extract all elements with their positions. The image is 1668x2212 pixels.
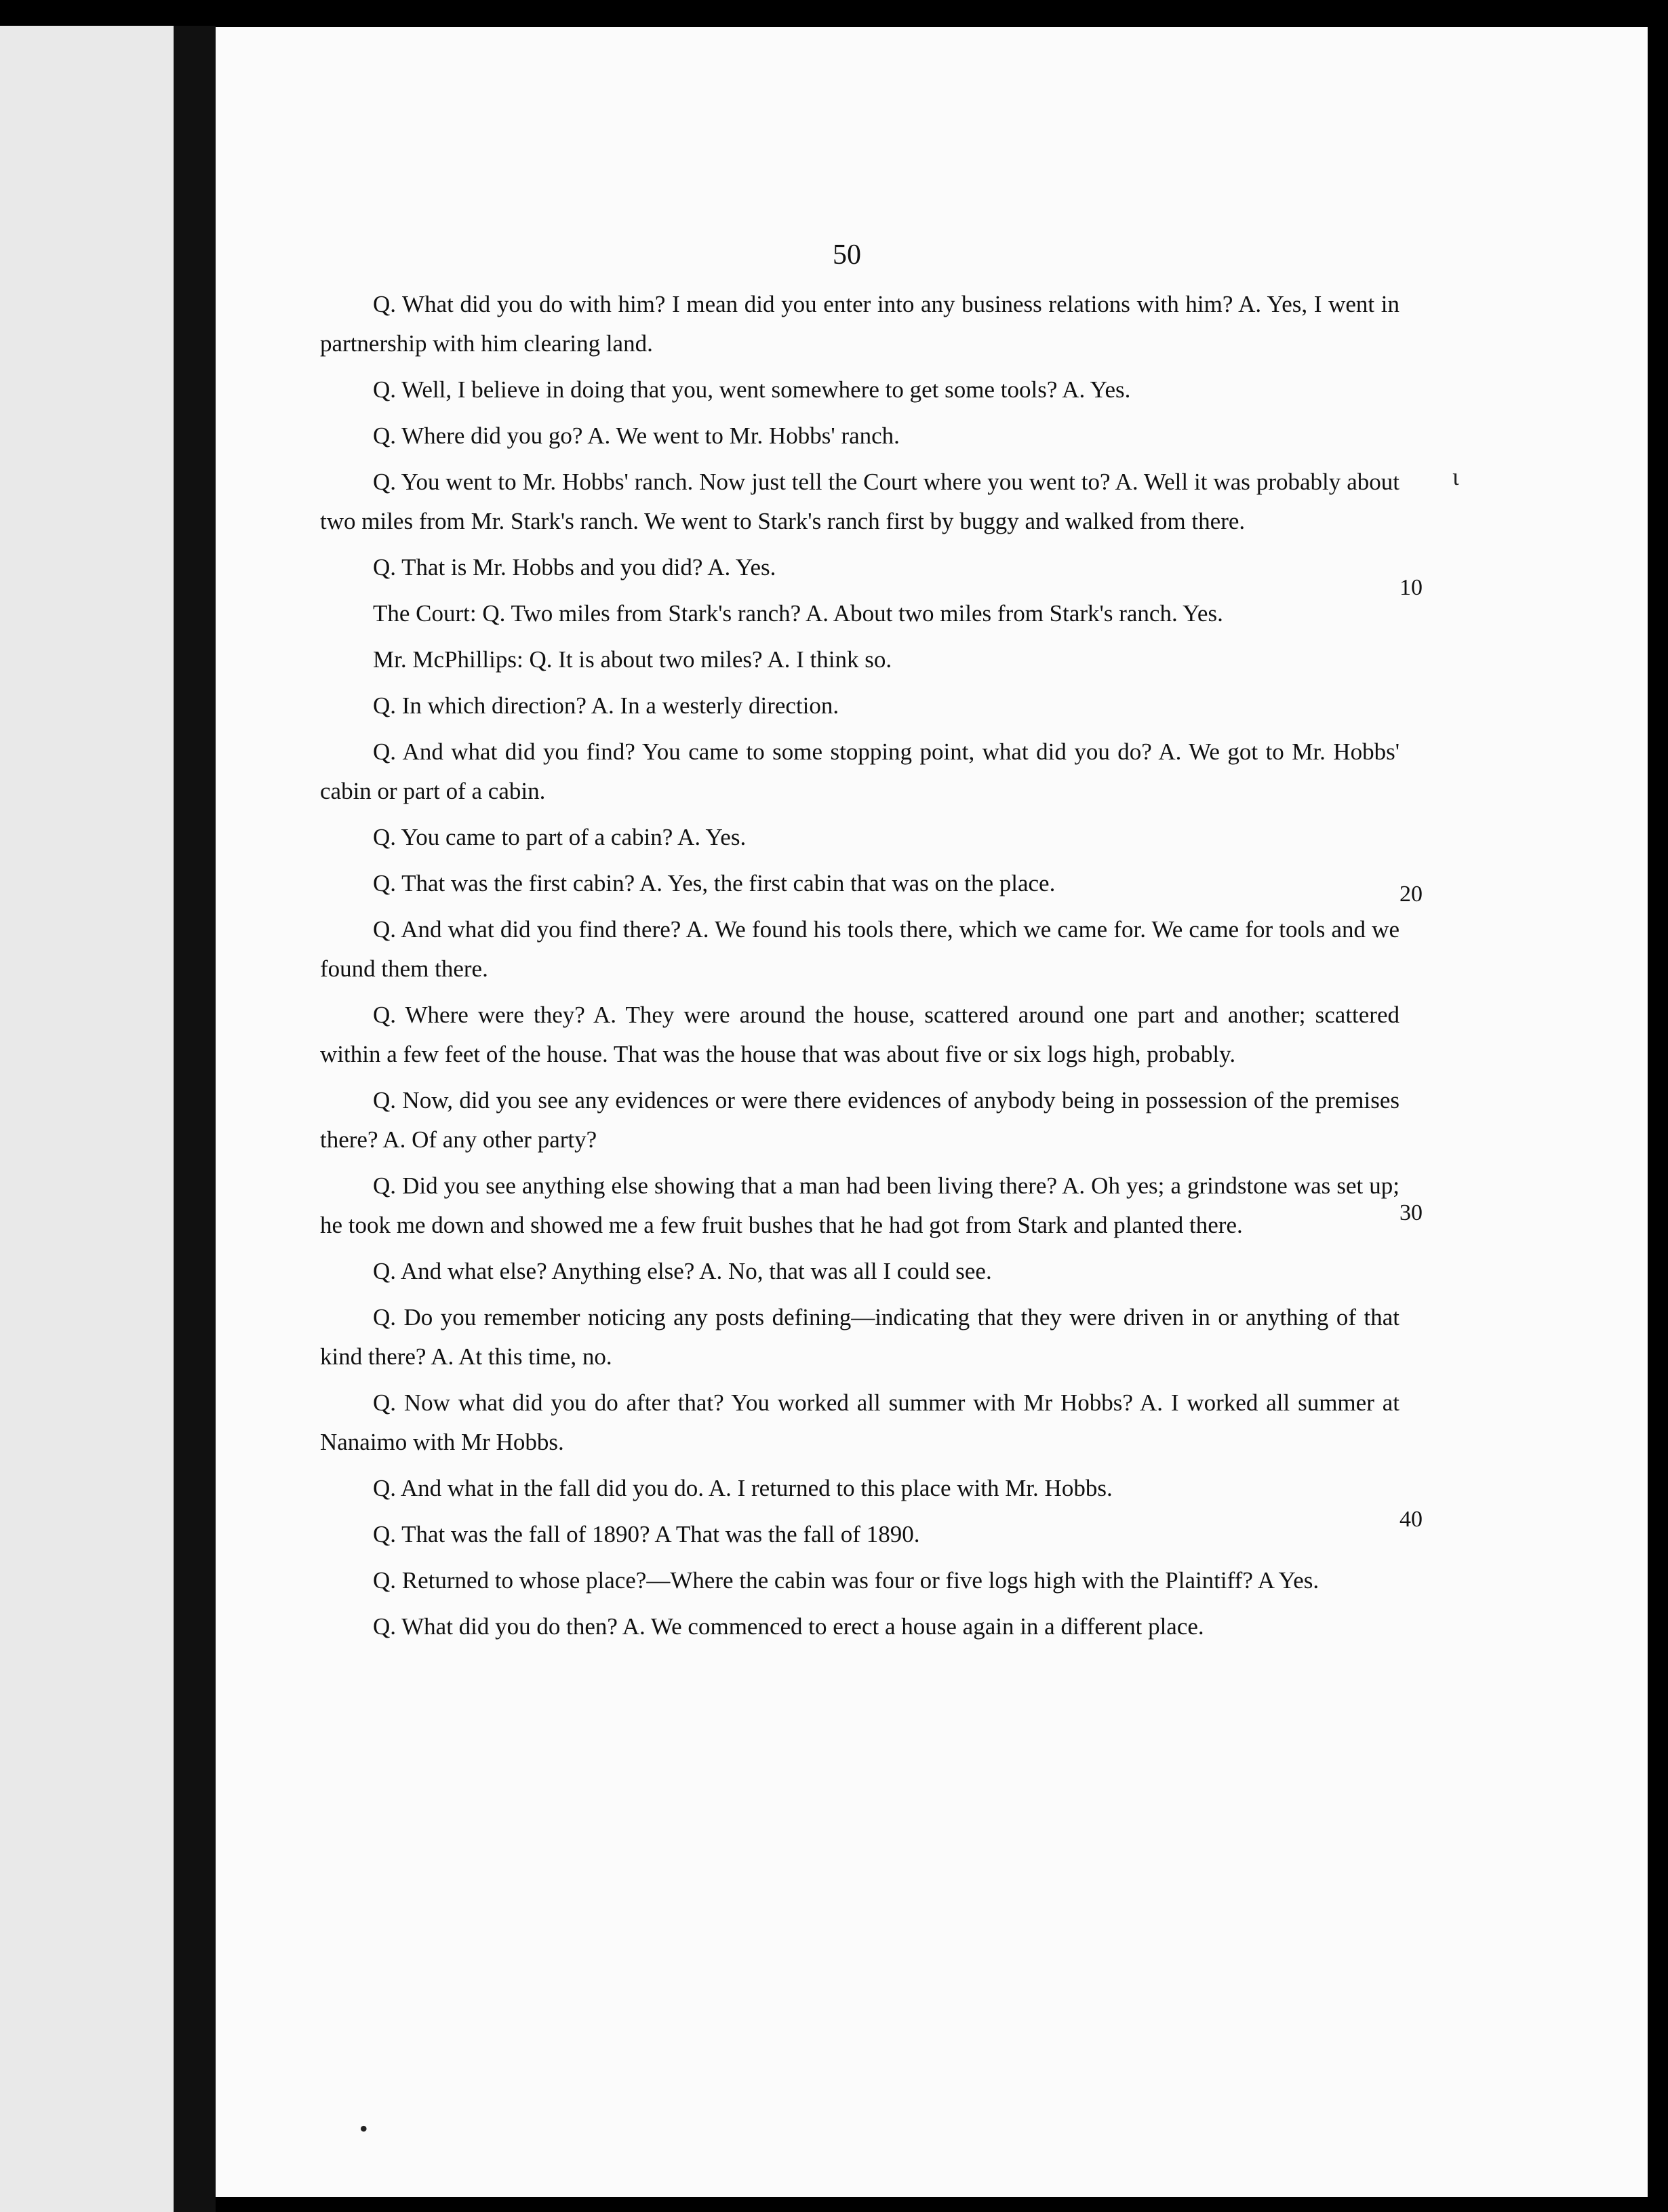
paragraph: Q. What did you do then? A. We commenced to erect a house again in a different place. <box>373 1613 1204 1640</box>
line-number-30: 30 <box>1399 1200 1423 1225</box>
paragraph: Q. That was the first cabin? A. Yes, the first cabin that was on the place. <box>373 870 1056 896</box>
paragraph: Q. Returned to whose place?—Where the cabin was four or five logs high with the Plaintiff? A Yes. <box>373 1567 1319 1594</box>
page-number: 50 <box>833 239 861 271</box>
paragraph: Q. That was the fall of 1890? A That was the fall of 1890. <box>373 1521 920 1547</box>
stray-mark: ɩ <box>1452 463 1459 490</box>
scan-binding-edge <box>174 26 216 2212</box>
scan-left-margin <box>0 26 174 2212</box>
line-number-40: 40 <box>1399 1507 1423 1532</box>
paragraph: Q. In which direction? A. In a westerly direction. <box>373 692 839 719</box>
paragraph: Q. And what did you find there? A. We found his tools there, which we came for. We came for tools and we found them there. <box>320 916 1399 982</box>
paragraph: Q. Now, did you see any evidences or were there evidences of anybody being in possession of the premises there? A. Of any other party? <box>320 1087 1399 1153</box>
paragraph: Q. Now what did you do after that? You worked all summer with Mr Hobbs? A. I worked all summer at Nanaimo with Mr Hobbs. <box>320 1389 1399 1455</box>
paragraph: Q. Well, I believe in doing that you, went somewhere to get some tools? A. Yes. <box>373 376 1131 403</box>
paragraph: Q. Do you remember noticing any posts defining—indicating that they were driven in or anything of that kind there? A. At this time, no. <box>320 1304 1399 1370</box>
paragraph: Q. You went to Mr. Hobbs' ranch. Now just tell the Court where you went to? A. Well it was probably about two miles from Mr. Stark's ranch. We went to Stark's ranch first by buggy and walked from there. <box>320 469 1399 534</box>
paragraph: Q. Did you see anything else showing that a man had been living there? A. Oh yes; a grindstone was set up; he took me down and showed me a few fruit bushes that he had got from Stark and planted there. <box>320 1172 1399 1238</box>
transcript-body <box>320 285 1399 1653</box>
paragraph: Q. That is Mr. Hobbs and you did? A. Yes. <box>373 554 776 580</box>
paragraph: Q. And what else? Anything else? A. No, that was all I could see. <box>373 1258 992 1284</box>
paragraph: Q. You came to part of a cabin? A. Yes. <box>373 824 747 850</box>
paragraph: Mr. McPhillips: Q. It is about two miles? A. I think so. <box>373 646 892 673</box>
paragraph: Q. And what in the fall did you do. A. I returned to this place with Mr. Hobbs. <box>373 1475 1113 1501</box>
paragraph: Q. What did you do with him? I mean did you enter into any business relations with him? A. Yes, I went in partnership with him clearing land. <box>320 291 1399 357</box>
paragraph: Q. Where were they? A. They were around the house, scattered around one part and another; scattered within a few feet of the house. That was the house that was about five or six logs high, probably. <box>320 1002 1399 1067</box>
line-number-10: 10 <box>1399 575 1423 600</box>
stray-mark: • <box>359 2115 368 2142</box>
paragraph: Q. Where did you go? A. We went to Mr. Hobbs' ranch. <box>373 422 900 449</box>
line-number-20: 20 <box>1399 882 1423 907</box>
paragraph: Q. And what did you find? You came to some stopping point, what did you do? A. We got to Mr. Hobbs' cabin or part of a cabin. <box>320 738 1399 804</box>
paragraph: The Court: Q. Two miles from Stark's ranch? A. About two miles from Stark's ranch. Yes. <box>373 600 1223 627</box>
